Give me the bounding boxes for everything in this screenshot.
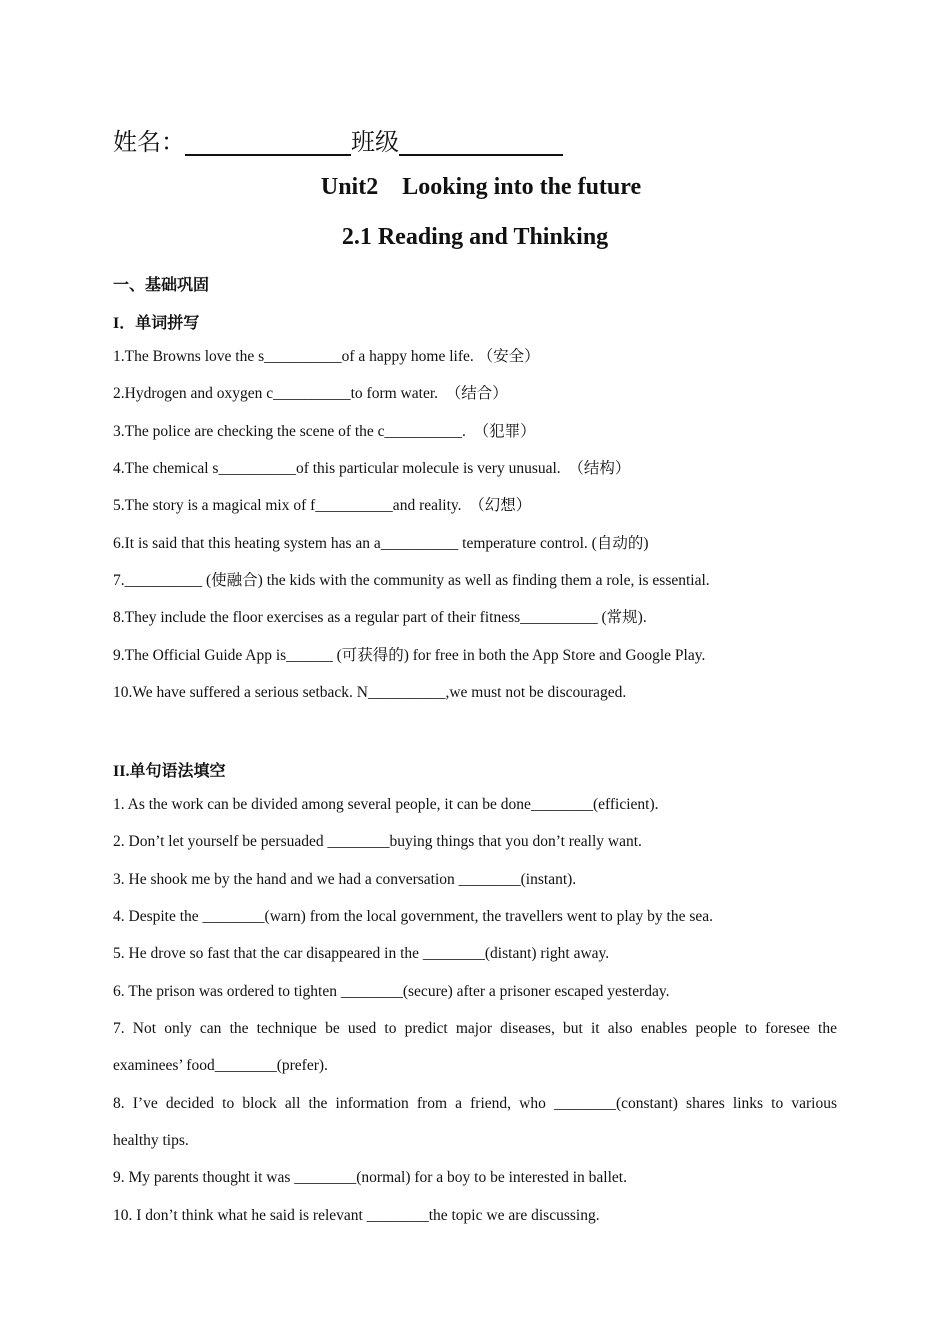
part-grammar-heading: II.单句语法填空 [113,763,226,780]
spelling-item-2: 2.Hydrogen and oxygen c__________to form water. （结合） [113,385,508,402]
unit-title-text: Unit2 Looking into the future [320,174,642,200]
grammar-item-7-line-2: examinees’ food________(prefer). [113,1057,328,1074]
name-label: 姓名： [113,130,185,156]
spelling-item-9: 9.The Official Guide App is______ (可获得的) for free in both the App Store and Google Play. [113,647,706,664]
spelling-item-7: 7.__________ (使融合) the kids with the community as well as finding them a role, is essential. [113,572,710,589]
lesson-title-text: 2.1 Reading and Thinking [341,224,609,250]
class-label: 班级 [351,130,399,156]
spelling-item-1: 1.The Browns love the s__________of a happy home life. （安全） [113,348,540,365]
grammar-item-9: 9. My parents thought it was ________(normal) for a boy to be interested in ballet. [113,1169,627,1186]
grammar-item-7-line-1: 7. Not only can the technique be used to predict major diseases, but it also enables people to foresee the [113,1020,837,1037]
grammar-item-10: 10. I don’t think what he said is relevant ________the topic we are discussing. [113,1207,600,1224]
spelling-item-4: 4.The chemical s__________of this particular molecule is very unusual. （结构） [113,460,631,477]
grammar-item-5: 5. He drove so fast that the car disappeared in the ________(distant) right away. [113,945,610,962]
section-basic-heading: 一、基础巩固 [113,277,210,294]
spelling-item-5: 5.The story is a magical mix of f__________and reality. （幻想） [113,497,532,514]
class-blank [399,126,563,156]
lesson-title [0,224,950,251]
name-blank [185,126,351,156]
grammar-item-3: 3. He shook me by the hand and we had a conversation ________(instant). [113,871,577,888]
grammar-item-8-line-1: 8. I’ve decided to block all the information from a friend, who ________(constant) shares links to various [113,1095,837,1112]
grammar-item-1: 1. As the work can be divided among several people, it can be done________(efficient). [113,796,659,813]
spelling-item-8: 8.They include the floor exercises as a regular part of their fitness__________ (常规). [113,609,647,626]
part-spelling-heading: I．单词拼写 [113,315,200,332]
unit-title [0,174,950,201]
spelling-item-3: 3.The police are checking the scene of the c__________. （犯罪） [113,423,536,440]
spelling-item-10: 10.We have suffered a serious setback. N__________,we must not be discouraged. [113,684,627,701]
grammar-item-4: 4. Despite the ________(warn) from the local government, the travellers went to play by the sea. [113,908,714,925]
grammar-item-2: 2. Don’t let yourself be persuaded ________buying things that you don’t really want. [113,833,642,850]
spelling-item-6: 6.It is said that this heating system has an a__________ temperature control. (自动的) [113,535,649,552]
grammar-item-8-line-2: healthy tips. [113,1132,189,1149]
student-info-line [113,122,563,157]
grammar-item-6: 6. The prison was ordered to tighten ________(secure) after a prisoner escaped yesterday. [113,983,670,1000]
